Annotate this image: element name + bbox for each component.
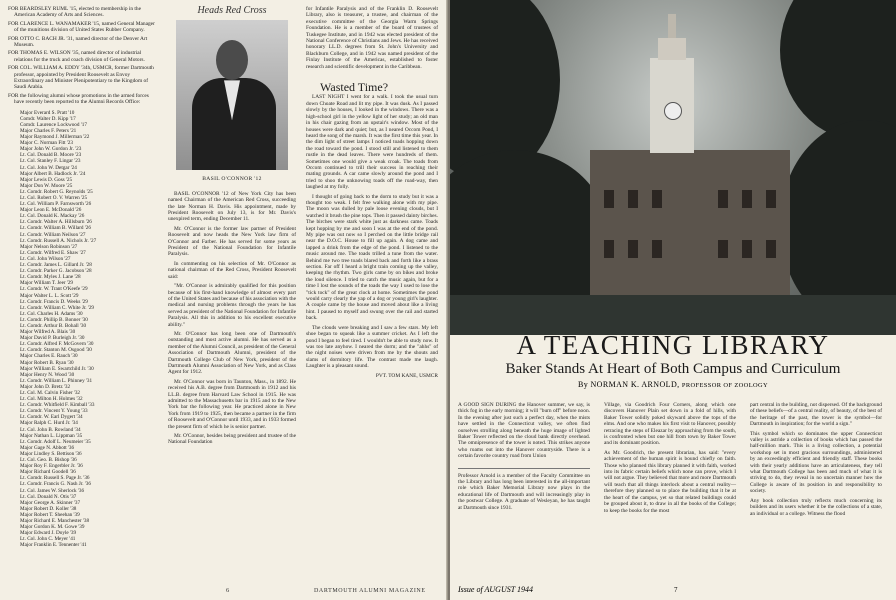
- promotion-entry: Lt. Comdr. Russell A. Nichols Jr. '27: [20, 237, 97, 244]
- promotion-entry: Comdr. Laurence Lockwood '17: [20, 121, 87, 128]
- promotion-entry: Lt. Comdr. W. Earl Dygert '34: [20, 414, 83, 421]
- promotion-entry: Major Nelson Robinson '27: [20, 243, 78, 250]
- promotion-entry: Lt. Col. Donald B. Moore '23: [20, 152, 82, 159]
- promotion-entry: Major John D. Bretz '32: [20, 383, 71, 390]
- promotion-entry: Lt. Comdr. William B. Willard '26: [20, 225, 91, 232]
- promotion-entry: Major Robert D. Koller '38: [20, 505, 77, 512]
- promotion-entry: Lt. Comdr. Robert G. Reynolds '25: [20, 188, 93, 195]
- paragraph: part central in the building, not dispersed. Of the background of these beliefs—of a central reality, of beauty, of the best of the heritage of the past, the tower is the symbol—for Dartmouth in inspiration; for the world a sign.": [750, 402, 882, 428]
- photo-caption: BASIL O'CONNOR '12: [202, 176, 262, 183]
- promotion-entry: Lt. Comdr. W. Trant O'Keefe '29: [20, 286, 88, 293]
- promotion-entry: Major Nathan L. Lippman '35: [20, 432, 83, 439]
- promotion-entry: Major Charles E. Rauch '30: [20, 353, 78, 360]
- promotion-entry: Lt. Comdr. William Neilson '27: [20, 231, 86, 238]
- right-page: [450, 0, 896, 600]
- right-column-left-page: [306, 6, 438, 379]
- promotion-entry: Lt. Comdr. Walter A. Hillsburn '26: [20, 219, 92, 226]
- promotion-entry: Major Franklin E. Tennenter '41: [20, 542, 87, 549]
- promotion-entry: Major John W. Gordon Jr. '23: [20, 146, 82, 153]
- promotion-entry: Lt. Comdr. Whitfield F. Kimball '33: [20, 402, 95, 409]
- promotion-entry: Lt. Col. James W. Sherlock '36: [20, 487, 85, 494]
- promotion-entry: Lt. Col. Donald N. Otis '37: [20, 493, 77, 500]
- promotion-entry: Major William T. Jeer '29: [20, 280, 74, 287]
- promotion-entry: Lt. Col. John B. Rowland '34: [20, 426, 81, 433]
- promotion-entry: Major Lindley S. Bettison '36: [20, 450, 82, 457]
- promotion-entry: Major Richard Goodell '36: [20, 469, 76, 476]
- announcement: FOR THOMAS E. WILSON '35, named director of industrial relations for the truck and coach division of General Motors.: [8, 50, 145, 63]
- article-subtitle: Baker Stands At Heart of Both Campus and Curriculum: [505, 361, 841, 377]
- promotion-entry: Lt. Col. Robert O. V. Warren '25: [20, 195, 88, 201]
- red-cross-article: [168, 191, 296, 446]
- promotion-entry: Lt. Comdr. Myles J. Lane '28: [20, 274, 81, 281]
- promotion-entry: Lt. Col. M. Calvin Fisher '32: [20, 390, 81, 396]
- promotion-entry: Lt. Comdr. Stanton M. Osgood '30: [20, 347, 92, 354]
- announcement: FOR CLARENCE L. WANAMAKER '15, named General Manager of the munitions division of United States Rubber Company.: [8, 20, 155, 34]
- promotion-entry: Lt. Comdr. Francis D. Weeks '29: [20, 298, 88, 305]
- promotion-entry: Lt. Comdr. Vincent Y. Young '33: [20, 408, 88, 415]
- promotion-entry: Major Richard E. Manchester '38: [20, 517, 90, 524]
- paragraph: Village, via Goodrich Four Corners, along which one discovers Hanover Plain set down in a fold of hills, with Baker Tower solidly poked skyward above the tops of the elms. And one who makes his first visit to Hanover, possibly retracing the steps of Eleazar by approaching from the south, is confronted when but one hill from town by Baker Tower and its dominant position.: [604, 402, 736, 447]
- promotion-entry: Lt. Col. Geo. B. Bishop '36: [20, 457, 77, 464]
- promotion-entry: Major Roy F. Engerbler Jr. '36: [20, 463, 83, 470]
- paragraph: In commenting on his selection of Mr. O'Connor as national chairman of the Red Cross, President Roosevelt said:: [168, 260, 296, 280]
- paragraph: BASIL O'CONNOR '12 of New York City has been named Chairman of the American Red Cross, succeeding the late Norman H. Davis. His appointment, made by President Roosevelt on July 13, is for Mr. Davis's unexpired term, ending December 11.: [168, 190, 296, 223]
- promotion-entry: Major Raymond J. Millerman '22: [20, 134, 90, 141]
- promotion-entry: Lt. Col. John Wilson '27: [20, 255, 71, 262]
- promotion-entry: Major Robert B. Ryan '30: [20, 359, 74, 366]
- promotion-entry: Major William E. Swartchild Jr. '30: [20, 365, 94, 372]
- promotion-entry: Lt. Col. John C. Meyer '41: [20, 536, 76, 543]
- red-cross-continued: for Infantile Paralysis and of the Franklin D. Roosevelt Library, also is treasurer, a trustee, and chairman of the executive committee of the Georgia Warm Springs Foundation. He is a member of the board of trustees of Tuskegee Institute, and in 1942 was elected president of the National Conference of Christians and Jews. He has received honorary LL.D. degrees from St. John's University and Blackburn College, and in 1942 was named president of the Finlay Institute of the Americas, established to foster research and scientific development in the Caribbean.: [306, 6, 438, 70]
- promotion-entry: Major Gage N. Abbott '36: [20, 444, 75, 451]
- paragraph: LAST NIGHT I went for a walk. I took the usual turn down Choate Road and lit my pipe. It was dusk. As I passed slowly by the houses, I looked in the windows. There was a high-school girl in the yellow light of her study; an old man in his chair gazing from an upstair's window. Most of the houses were dark and quiet; but, as I neared Occom Pond, I heard the song of the marsh. It was the first time this year. In the dim light of street lamps I noticed toads hopping down the road toward the pond. I stood still and listened to them rustle in the dead leaves. There were hundreds of them. Sometimes one would give a weak croak. The toads from Occom continued to trill their success in reaching their mating grounds. A car came slowly around the pond and I tried to shoo the unknowing toads off the road-way, then laughed at my folly.: [306, 94, 438, 191]
- article-column-1: [458, 402, 590, 514]
- promotion-entry: Major Everard S. Pratt '10: [20, 109, 75, 116]
- paragraph: Mr. O'Connor was born in Taunton, Mass., in 1892. He received his A.B. degree from Dartmouth in 1912 and his LL.B. degree from Harvard Law School in 1915. He was admitted to the Massachusetts bar in 1915 and to the New York bar the following year. He practiced alone in New York from 1919 to 1925, then became a partner in the firm of Roosevelt and O'Connor until 1933, and in 1933 formed the present firm of which he is senior partner.: [168, 378, 296, 430]
- promotion-entry: Lt. Col. Stanley F. Lingar '23: [20, 158, 81, 165]
- paragraph: A GOOD SIGN DURING the Hanover summer, we say, is thick fog in the early morning; it will "burn off" before noon. In the evening after just such a perfect day, when the mists have settled in the Connecticut valley, we often find ourselves strolling along beneath the huge image of lighted Baker Tower reflected on the cloud bank directly overhead. The omnipresence of the tower is noted. This strikes anyone who roams out into the Hanover countryside. There is a certain favorite country road from Union: [458, 402, 590, 460]
- promotion-entry: Lt. Col. John W. Detgar '24: [20, 164, 77, 171]
- announcement: FOR the following alumni whose promotions in the armed forces have recently been reported to the Alumni Records Office:: [8, 92, 149, 106]
- promotion-entry: Lt. Comdr. James L. Gillard Jr. '28: [20, 262, 92, 269]
- promotion-entry: Lt. Col. William P. Farnsworth '26: [20, 201, 92, 208]
- promotion-entry: Major Ralph C. Hurd Jr. '34: [20, 420, 78, 427]
- promotion-entry: Lt. Comdr. Alfred F. McGovern '30: [20, 341, 94, 348]
- promotion-entry: Major Walter L. L. Scott '29: [20, 292, 79, 299]
- portrait-photo: [176, 20, 288, 170]
- sidebar-title: Heads Red Cross: [197, 5, 267, 16]
- promotion-entry: Lt. Col. Charles H. Adams '30: [20, 310, 83, 317]
- wasted-time-story: [306, 94, 438, 369]
- promotion-entry: Major Albert B. Hadlock Jr. '24: [20, 170, 86, 177]
- promotion-entry: Lt. Comdr. Arthur B. Bohall '30: [20, 322, 87, 329]
- announcement: FOR OTTO C. BACH JR. '31, named director of the Denver Art Museum.: [8, 35, 148, 49]
- announcements-column: [8, 6, 160, 548]
- story-byline: PVT. TOM KANE, USMCR: [375, 372, 438, 379]
- promotion-entry: Major C. Norman Fitt '23: [20, 140, 73, 147]
- promotion-entry: Major Lewis D. Goss '25: [20, 176, 73, 183]
- red-cross-column: [168, 6, 296, 449]
- paragraph: The clouds were breaking and I saw a few stars. My left shoe began to squeak like a summer cricket. As I left the pond I began to feel tired. I wouldn't be able to study now. It was too late anyhow. I neared the dorm; and the "ahhs" of the night noises were driven from me by the shouts and slams of dormitory life. The contrast made me laugh. Laughter is a pleasant sound.: [306, 324, 438, 370]
- promotion-entry: Lt. Comdr. Francis G. Nash Jr. '36: [20, 481, 91, 488]
- promotion-entry: Lt. Comdr. William C. White Jr. '29: [20, 304, 95, 311]
- article-byline: By NORMAN K. ARNOLD, PROFESSOR OF ZOOLOGY: [577, 380, 769, 389]
- promotion-entry: Lt. Comdr. Phillip B. Bonner '30: [20, 316, 88, 323]
- issue-line: Issue of AUGUST 1944: [458, 585, 534, 594]
- promotion-entry: Major George A. Skinner '37: [20, 499, 81, 506]
- promotion-entry: Major Gordon K. M. Gowe '39: [20, 524, 85, 531]
- paragraph: "Mr. O'Connor is admirably qualified for this position because of his first-hand knowledge of almost every part of the United States and because of his association with the medical and nursing problems through the years he has served as president of the National Foundation for Infantile Paralysis. All this in addition to his excellent executive ability.": [168, 283, 296, 328]
- paragraph: Any book collection truly reflects much concerning its builders and its users whether it be the collections of a state, an individual or a college. Witness the flood: [750, 497, 882, 517]
- promotion-entry: Lt. Comdr. Russell S. Page Jr. '36: [20, 475, 90, 482]
- promotion-entry: Major Robert T. Sheehan '39: [20, 511, 80, 518]
- promotion-entry: Comdr. Walter D. Kipp '17: [20, 115, 76, 122]
- wasted-time-title: Wasted Time?: [320, 80, 389, 95]
- promotion-entry: Major Leon E. McDonald '26: [20, 207, 82, 214]
- promotion-entry: Lt. Comdr. William L. Phinney '31: [20, 377, 93, 384]
- paragraph: I thought of going back to the dorm to study but it was a thought too weak. I felt free walking alone with my pipe. The moon was dulled by pale loose evening clouds, but I watched it brush the pine tops. Then it passed dainty birches. The birches were stark white just as darkness came. Toads kept hopping by me and soon I was at the end of the pond. My pipe was out now so I perched on the little bridge rail near the D.O.C. House to fill up again. A dog came and lapped a drink from the edge of the pond. I listened to the music around me. The toads trilled a tune from the water. Behind me two tree toads blared back and forth like a brass section. Far off I heard a bright train coming up the valley, keeping the rhythm. Two girls came by on bikes and broke the loud silence. I tried to catch the music again, but for a time I lost the sounds of the toads the way I used to lose the "tick tock" of the great clock at home. Sometimes the pond would carry clearly the yap of a dog or young girl's laughter. A couple came by the house and moved about like a living hint. I paused to myself and swung over the rail and started back.: [306, 193, 438, 322]
- article-column-2: [604, 402, 736, 517]
- promotion-entry: Lt. Col. Milton H. Holmes '32: [20, 396, 83, 403]
- promotion-entry: Major Edward J. Doyle '39: [20, 530, 77, 537]
- announcement: FOR BEARDSLEY RUML '15, elected to membership in the American Academy of Arts and Sciences.: [8, 6, 142, 19]
- author-note: Professor Arnold is a member of the Faculty Committee on the Library and has long been interested in the all-important role which Baker Memorial Library now plays in the educational life of Dartmouth and will increasingly play in the postwar College. A graduate of Wesleyan, he has taught at Dartmouth since 1931.: [458, 468, 590, 511]
- promotions-list: [8, 110, 160, 549]
- paragraph: This symbol which so dominates the upper Connecticut valley is astride a collection of books which has passed the half-million mark. This is a living collection, a potential workshop set in most gracious surroundings, administered by an exceedingly efficient and friendly staff. These books with their yearly additions have an articulateness, they tell what Dartmouth College has been and much of what it is striving to do, they reveal in no uncertain manner how the College is aware of its position in and responsibility to society.: [750, 430, 882, 495]
- paragraph: Mr. O'Connor has long been one of Dartmouth's outstanding and most active alumni. He has served as a member of the Alumni Council, as president of the General Association of Dartmouth Alumni, president of the Dartmouth College Club of New York, president of the Dartmouth Alumni Association of New York, and as Class Agent for 1912.: [168, 330, 296, 376]
- page-number-right: 7: [674, 586, 678, 594]
- baker-library-photo: [450, 0, 896, 335]
- promotion-entry: Major Don W. Moore '25: [20, 182, 73, 189]
- announcement: FOR COL. WILLIAM A. EDDY '34h, USMCR, former Dartmouth professor, appointed by President Roosevelt as Envoy Extraordinary and Minister Plenipotentiary to the Kingdom of Saudi Arabia.: [8, 65, 154, 91]
- article-column-3: [750, 402, 882, 520]
- promotion-entry: Major Wilfred A. Blais '30: [20, 329, 76, 336]
- promotion-entry: Lt. Comdr. Wilfred E. Shaw '27: [20, 249, 86, 256]
- promotion-entry: Major Charles F. Peters '21: [20, 127, 77, 134]
- promotion-entry: Lt. Comdr. Adolf L. Neumeier '35: [20, 438, 91, 445]
- paragraph: As Mr. Goodrich, the present librarian, has said: "every achievement of the human spirit is bound chiefly on faith. Those who planned this library planned it with faith, worked into its fabric certain beliefs which none can prove, which I will not argue. They believed that more and more Dartmouth will teach that all things interlock about a central reality—therefore they planned so to place the building that it be at the heart of the campus, yet so that related buildings could be grouped about it, to draw in all the books of the College; to keep the books for the most: [604, 449, 736, 514]
- paragraph: Mr. O'Connor, besides being president and trustee of the National Foundation: [168, 433, 296, 446]
- promotion-entry: Lt. Comdr. Parker G. Jacobson '28: [20, 268, 92, 275]
- promotion-entry: Major Henry N. Wood '30: [20, 371, 75, 378]
- promotion-entry: Lt. Col. Donald K. Mackay '26: [20, 213, 85, 220]
- magazine-name: DARTMOUTH ALUMNI MAGAZINE: [314, 588, 426, 594]
- paragraph: Mr. O'Connor is the former law partner of President Roosevelt and now heads the New York law firm of O'Connor and Farber. He has served for some years as President of the National Foundation for Infantile Paralysis.: [168, 225, 296, 258]
- promotion-entry: Major David P. Burleigh Jr. '30: [20, 335, 85, 342]
- page-number-left: 6: [226, 587, 230, 594]
- article-title: A TEACHING LIBRARY: [516, 330, 830, 360]
